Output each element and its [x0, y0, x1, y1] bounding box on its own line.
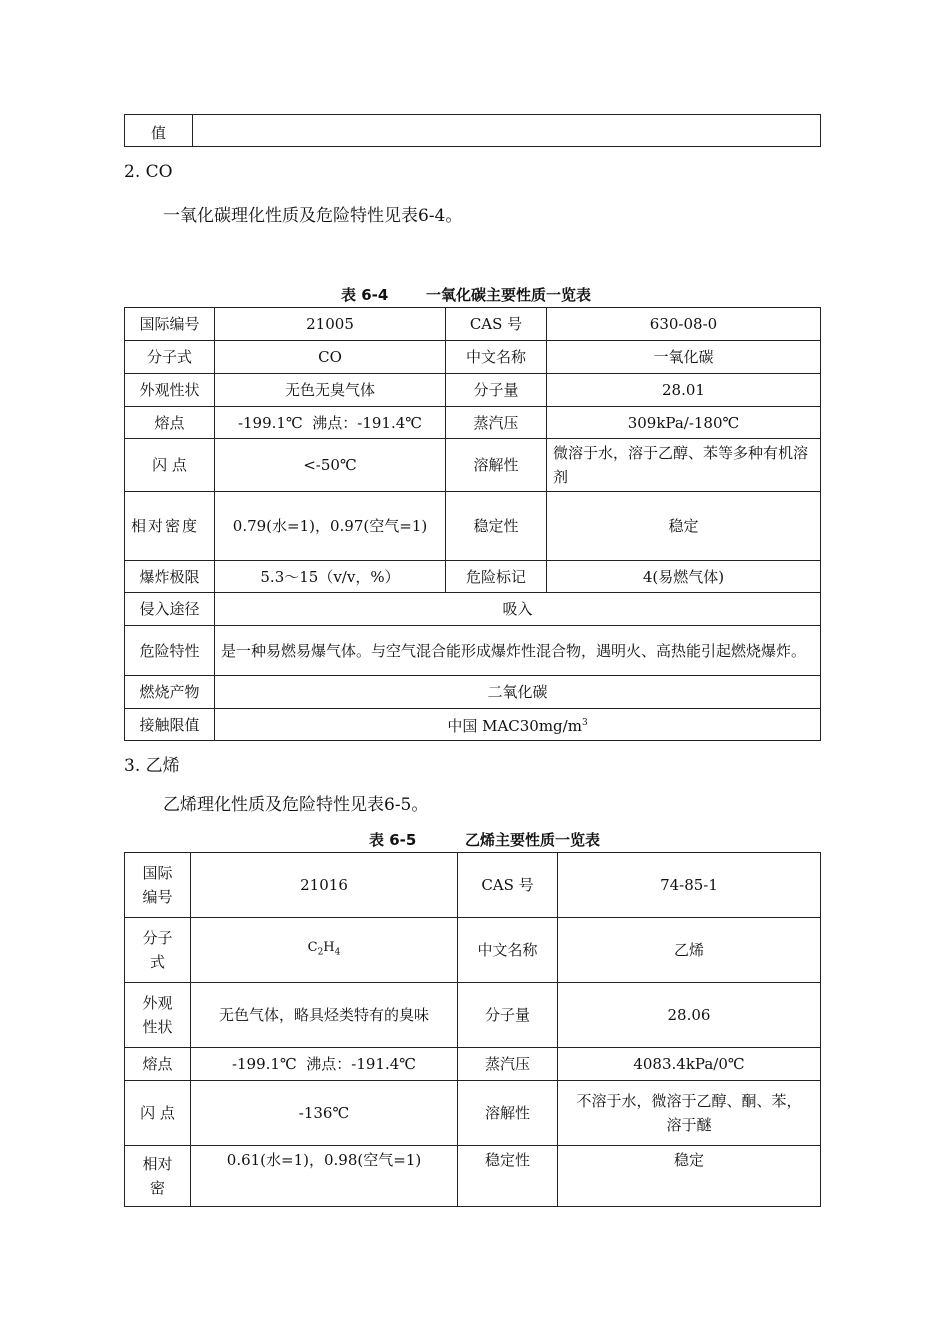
table-cell: 是一种易燃易爆气体。与空气混合能形成爆炸性混合物，遇明火、高热能引起燃烧爆炸。 — [215, 626, 821, 676]
table-cell: 爆炸极限 — [125, 561, 215, 593]
table-row — [125, 1146, 821, 1207]
formula-c: C — [307, 939, 318, 955]
table64 — [124, 307, 821, 741]
section3-heading: 3. 乙烯 — [124, 756, 180, 776]
table-cell: 分子量 — [446, 374, 547, 407]
table-cell: 中文名称 — [446, 341, 547, 374]
table65 — [124, 852, 821, 1207]
table-row — [125, 439, 821, 492]
table-row — [125, 983, 821, 1048]
table-cell: 4083.4kPa/0℃ — [558, 1048, 821, 1081]
subscript: 4 — [334, 947, 341, 958]
table-row — [125, 308, 821, 341]
table-cell: 309kPa/-180℃ — [547, 407, 821, 439]
table-cell: 微溶于水，溶于乙醇、苯等多种有机溶剂 — [547, 439, 821, 492]
table-row — [125, 593, 821, 626]
table-cell: 熔点 — [125, 1048, 191, 1081]
table-row — [125, 341, 821, 374]
table-cell — [191, 918, 458, 983]
table-cell: 630-08-0 — [547, 308, 821, 341]
table-cell: 蒸汽压 — [446, 407, 547, 439]
table-cell: 外观性状 — [125, 983, 191, 1048]
top-table — [124, 114, 821, 147]
table-cell: 稳定 — [558, 1146, 821, 1207]
table-cell: -199.1℃ 沸点：-191.4℃ — [215, 407, 446, 439]
table-cell: 吸入 — [215, 593, 821, 626]
table-cell: 分子式 — [125, 918, 191, 983]
table-cell: 稳定 — [547, 492, 821, 561]
table-cell: CAS 号 — [446, 308, 547, 341]
table-cell: CO — [215, 341, 446, 374]
table-cell: 21016 — [191, 853, 458, 918]
table-cell: 0.61(水=1)，0.98(空气=1) — [191, 1146, 458, 1207]
table-cell: 国际编号 — [125, 853, 191, 918]
table-cell: 接触限值 — [125, 709, 215, 741]
table-cell: -199.1℃ 沸点：-191.4℃ — [191, 1048, 458, 1081]
table-cell: 一氧化碳 — [547, 341, 821, 374]
table-cell: 相对密度 — [125, 492, 215, 561]
formula-h: H — [323, 939, 335, 955]
table-cell: 分子量 — [458, 983, 558, 1048]
table-cell: 74-85-1 — [558, 853, 821, 918]
table65-caption-no: 表 6-5 — [369, 831, 417, 849]
table-cell: 中文名称 — [458, 918, 558, 983]
table-cell: 熔点 — [125, 407, 215, 439]
table-cell: CAS 号 — [458, 853, 558, 918]
table-cell: 相对密 — [125, 1146, 191, 1207]
top-table-value — [193, 115, 821, 147]
table-row — [125, 492, 821, 561]
table-row — [125, 918, 821, 983]
table-cell: -136℃ — [191, 1081, 458, 1146]
subscript: 2 — [317, 947, 324, 958]
superscript: 3 — [581, 718, 588, 728]
table-row — [125, 407, 821, 439]
table-cell: 稳定性 — [446, 492, 547, 561]
section2-paragraph: 一氧化碳理化性质及危险特性见表6-4。 — [163, 206, 463, 226]
table-row — [125, 561, 821, 593]
table-row — [125, 1048, 821, 1081]
table-row — [125, 626, 821, 676]
table-cell: <-50℃ — [215, 439, 446, 492]
table-row — [125, 676, 821, 709]
table-cell: 闪 点 — [125, 1081, 191, 1146]
table-row — [125, 709, 821, 741]
table-cell: 5.3～15（v/v，%） — [215, 561, 446, 593]
table-row — [125, 1081, 821, 1146]
table64-caption-no: 表 6-4 — [341, 286, 389, 304]
table-cell: 无色无臭气体 — [215, 374, 446, 407]
table-cell: 不溶于水，微溶于乙醇、酮、苯，溶于醚 — [558, 1081, 821, 1146]
table-cell: 国际编号 — [125, 308, 215, 341]
table-cell: 侵入途径 — [125, 593, 215, 626]
table-cell: 闪 点 — [125, 439, 215, 492]
table-cell: 分子式 — [125, 341, 215, 374]
table-cell: 4(易燃气体) — [547, 561, 821, 593]
table64-caption-title: 一氧化碳主要性质一览表 — [426, 286, 592, 304]
table-cell: 外观性状 — [125, 374, 215, 407]
table-cell: 溶解性 — [458, 1081, 558, 1146]
table-cell: 0.79(水=1)，0.97(空气=1) — [215, 492, 446, 561]
table-row — [125, 374, 821, 407]
table-row — [125, 853, 821, 918]
table-cell: 无色气体，略具烃类特有的臭味 — [191, 983, 458, 1048]
table-cell: 二氧化碳 — [215, 676, 821, 709]
table-cell: 燃烧产物 — [125, 676, 215, 709]
table-cell: 21005 — [215, 308, 446, 341]
table65-caption-title: 乙烯主要性质一览表 — [465, 831, 601, 849]
table-cell — [215, 709, 821, 741]
table-cell: 28.06 — [558, 983, 821, 1048]
top-table-label: 值 — [125, 115, 193, 147]
table-cell: 危险标记 — [446, 561, 547, 593]
table-cell: 危险特性 — [125, 626, 215, 676]
section2-heading: 2. CO — [124, 162, 173, 182]
table-cell: 乙烯 — [558, 918, 821, 983]
table-cell: 溶解性 — [446, 439, 547, 492]
contact-limit-value: 中国 MAC30mg/m — [447, 717, 582, 735]
table-cell: 稳定性 — [458, 1146, 558, 1207]
section3-paragraph: 乙烯理化性质及危险特性见表6-5。 — [163, 795, 429, 815]
table-cell: 蒸汽压 — [458, 1048, 558, 1081]
table-cell: 28.01 — [547, 374, 821, 407]
